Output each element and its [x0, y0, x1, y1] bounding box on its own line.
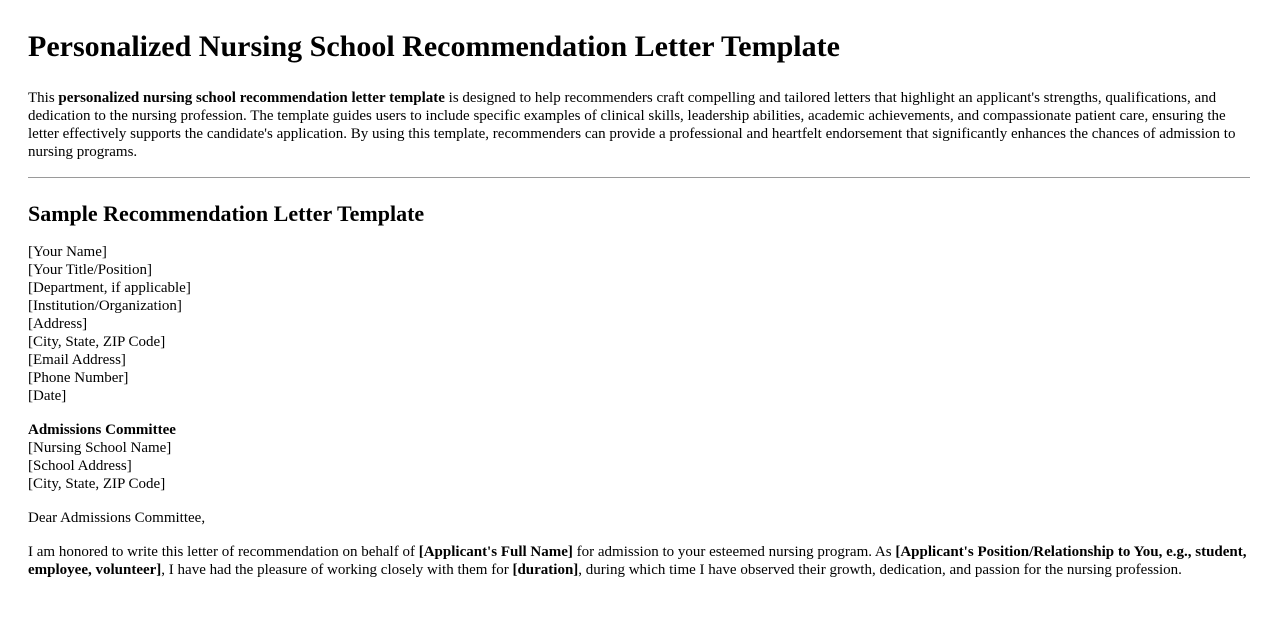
sender-line: [Email Address] — [28, 352, 126, 368]
sender-line: [Phone Number] — [28, 370, 129, 386]
recipient-heading: Admissions Committee — [28, 422, 176, 438]
salutation: Dear Admissions Committee, — [28, 510, 206, 526]
body-paragraph: I am honored to write this letter of recommendation on behalf of [Applicant's Full Name] for admission to your esteemed nursing program. As [Applicant's Position/Relationship to You, e.g., student, employee, volunteer], I have had the pleasure of working closely with them for [duration], during which time I have observed their growth, dedication, and passion for the nursing profession. — [28, 544, 1247, 578]
sender-line: [City, State, ZIP Code] — [28, 334, 166, 350]
document-page — [0, 30, 1278, 579]
applicant-name-placeholder: [Applicant's Full Name] — [418, 544, 573, 560]
sender-line: [Your Name] — [28, 244, 107, 260]
recipient-line: [Nursing School Name] — [28, 440, 172, 456]
sender-line: [Date] — [28, 388, 67, 404]
sender-line: [Your Title/Position] — [28, 262, 152, 278]
page-title: Personalized Nursing School Recommendation Letter Template — [28, 30, 840, 63]
intro-bold-phrase: personalized nursing school recommendation letter template — [58, 90, 445, 106]
sender-block — [28, 243, 1250, 405]
recipient-line: [School Address] — [28, 458, 132, 474]
intro-prefix: This — [28, 90, 59, 106]
duration-placeholder: [duration] — [512, 562, 579, 578]
sender-line: [Department, if applicable] — [28, 280, 191, 296]
recipient-line: [City, State, ZIP Code] — [28, 476, 166, 492]
intro-suffix: is designed to help recommenders craft compelling and tailored letters that highlight an applicant's strengths, qualifications, and dedication to the nursing profession. The template guides users to include specific examples of clinical skills, leadership abilities, academic achievements, and compassionate patient care, ensuring the letter effectively supports the candidate's application. By using this template, recommenders can provide a professional and heartfelt endorsement that significantly enhances the chances of admission to nursing programs. — [28, 90, 1236, 160]
sender-line: [Institution/Organization] — [28, 298, 182, 314]
relationship-placeholder: [Applicant's Position/Relationship to You, e.g., student, employee, volunteer] — [28, 544, 1247, 578]
section-divider — [28, 177, 1250, 178]
section-title: Sample Recommendation Letter Template — [28, 201, 425, 226]
sender-line: [Address] — [28, 316, 88, 332]
recipient-block — [28, 421, 1250, 493]
intro-paragraph — [28, 89, 1250, 161]
